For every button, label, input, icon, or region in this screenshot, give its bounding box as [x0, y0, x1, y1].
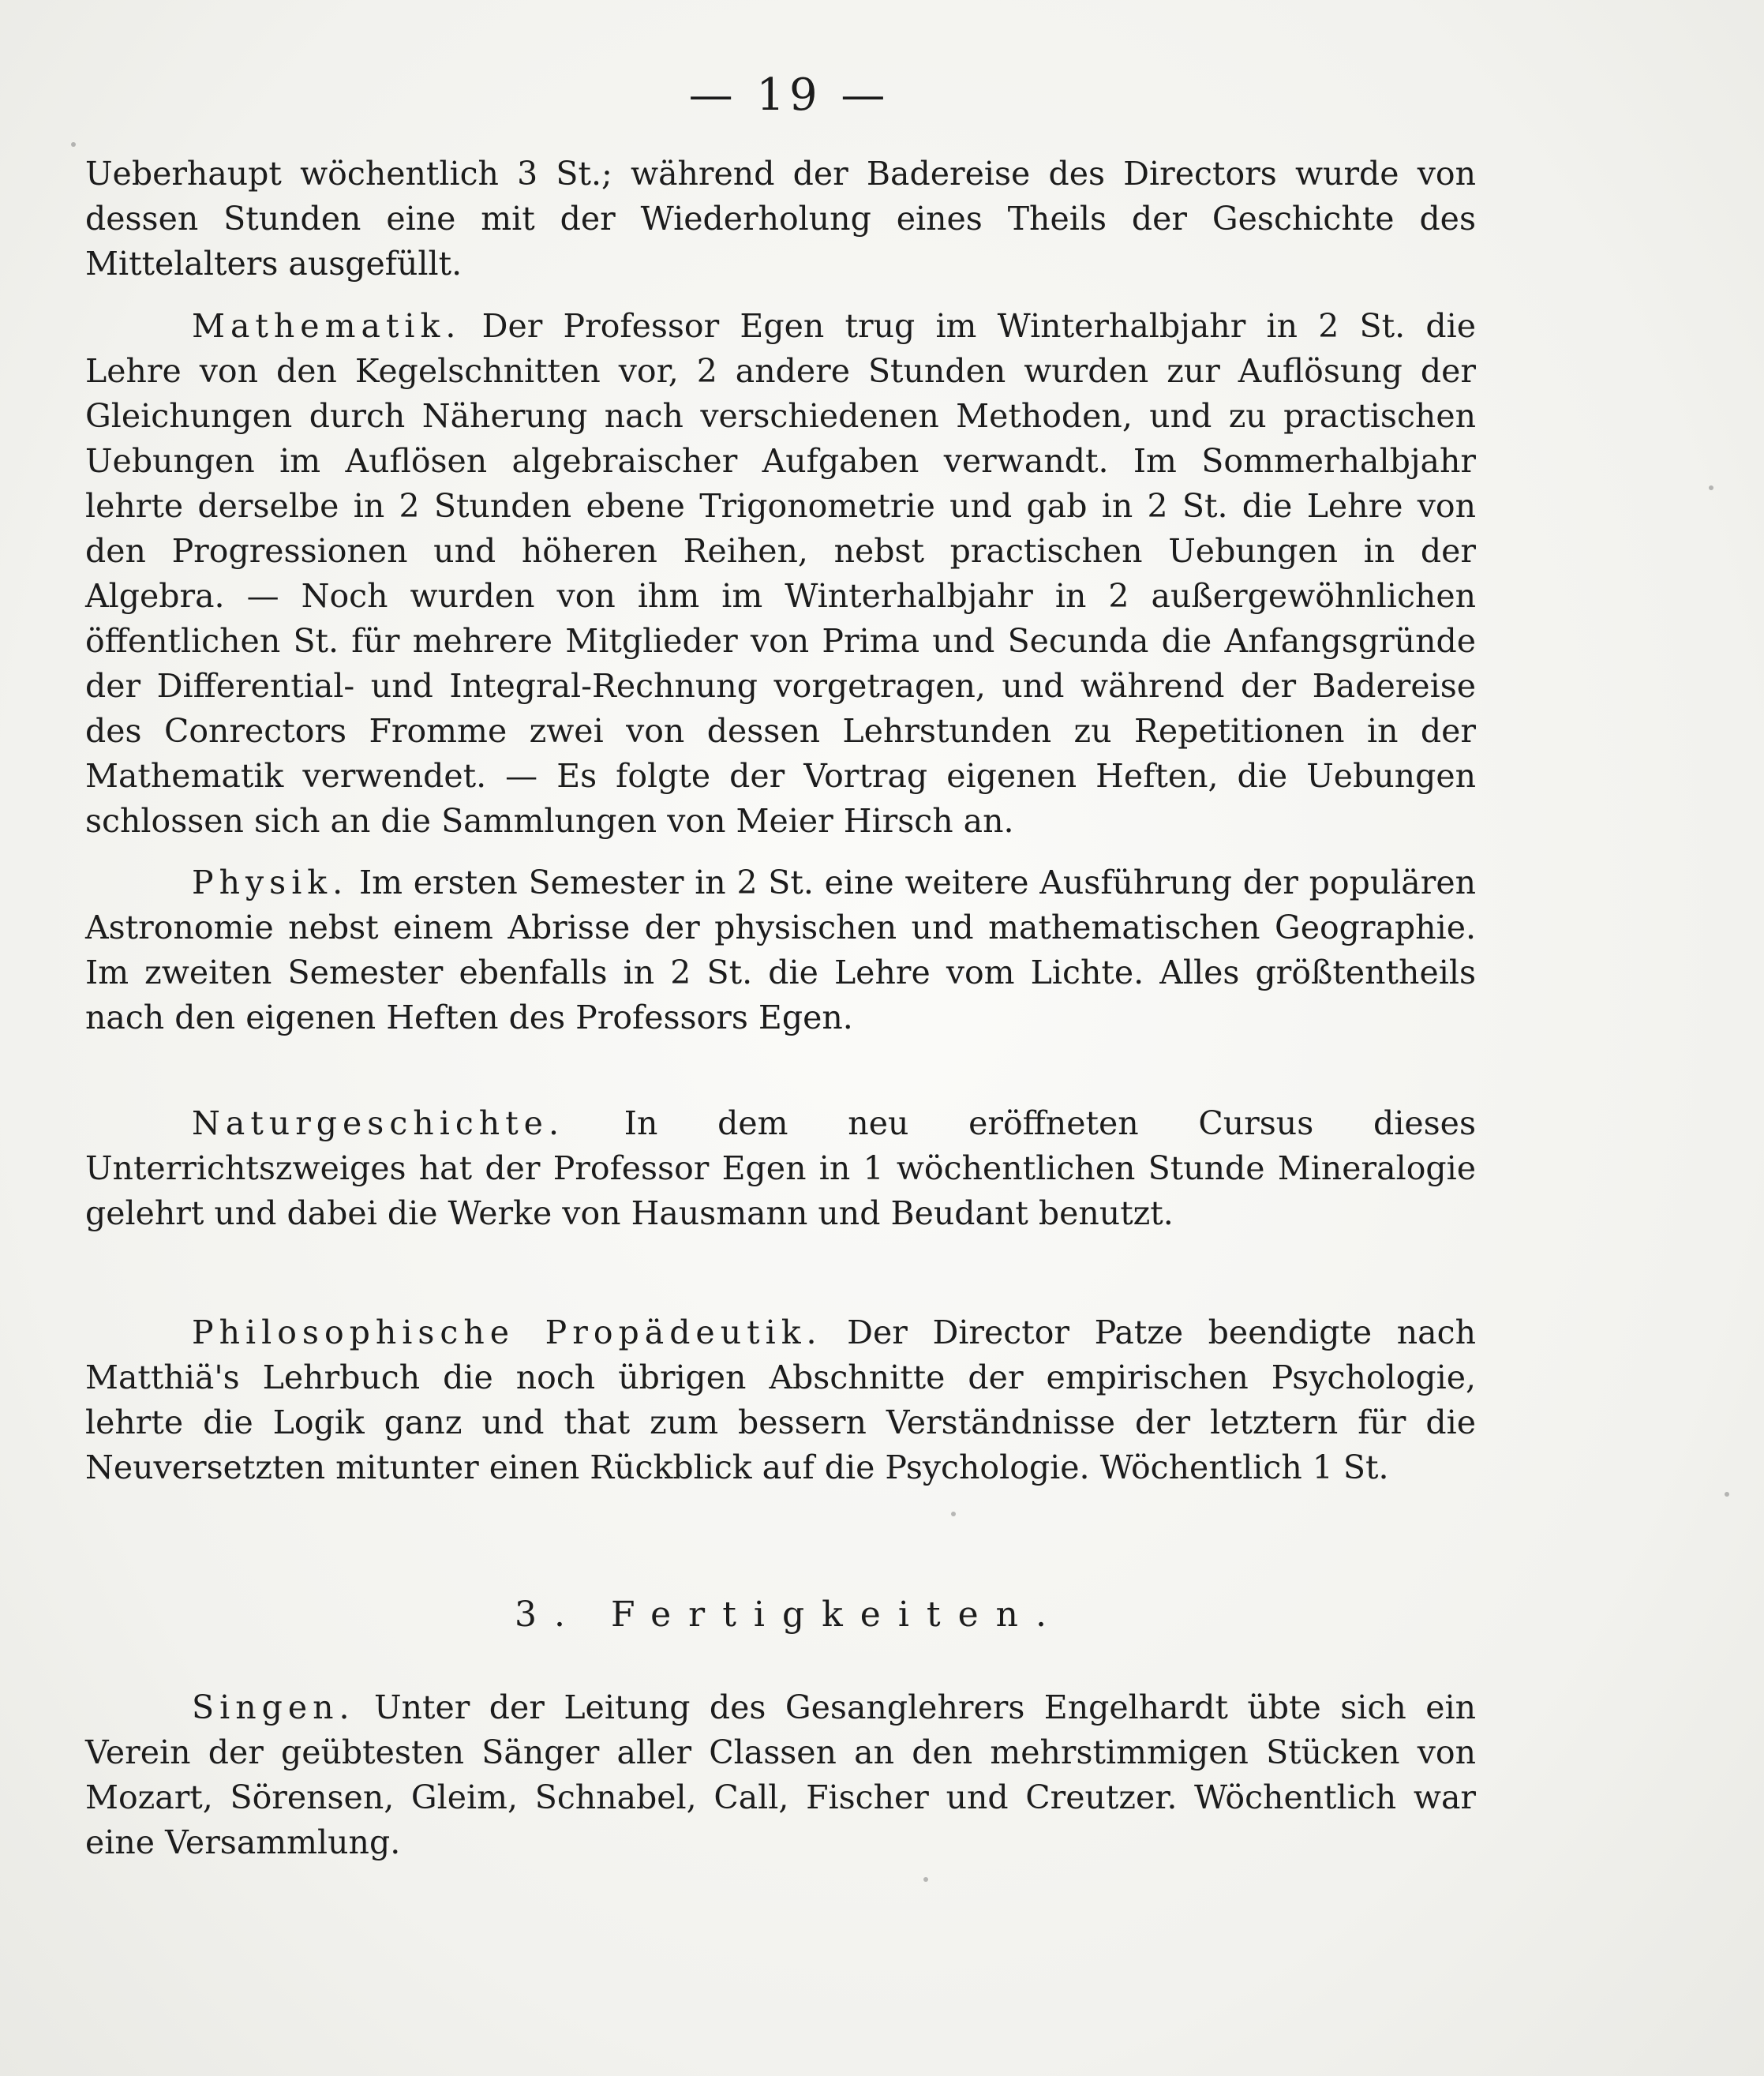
paragraph-naturgeschichte: [85, 1101, 1476, 1236]
paragraph-mathematik: [85, 304, 1476, 844]
paragraph-body: Der Director Patze beendigte nach Matthiä's Lehrbuch die noch übrigen Abschnitte der empirischen Psychologie, lehrte die Logik ganz und that zum bessern Verständnisse der letztern für die Neuversetzten mitunter einen Rückblick auf die Psychologie. Wöchentlich 1 St.: [85, 1313, 1476, 1486]
page-number: — 19 —: [688, 69, 890, 121]
paragraph-body: In dem neu eröffneten Cursus dieses Unterrichtszweiges hat der Professor Egen in 1 wöchentlichen Stunde Mineralogie gelehrt und dabei die Werke von Hausmann und Beudant benutzt.: [85, 1104, 1476, 1232]
paragraph-lead-singen: Singen.: [192, 1688, 355, 1726]
paragraph-body: Ueberhaupt wöchentlich 3 St.; während der Badereise des Directors wurde von dessen Stunden eine mit der Wiederholung eines Theils der Geschichte des Mittelalters ausgefüllt.: [85, 155, 1476, 283]
paragraph-lead-philosophie: Philosophische Propädeutik.: [192, 1313, 822, 1351]
paper-speck: [1725, 1492, 1729, 1497]
paragraph-philosophische-propaedeutik: [85, 1310, 1476, 1490]
paragraph-singen: [85, 1685, 1476, 1865]
paper-speck: [923, 1877, 928, 1882]
paper-speck: [1709, 485, 1713, 490]
paragraph-lead-physik: Physik.: [192, 864, 349, 901]
paper-speck: [951, 1512, 956, 1516]
paragraph-body: Unter der Leitung des Gesanglehrers Engelhardt übte sich ein Verein der geübtesten Sänger aller Classen an den mehrstimmigen Stücken von Mozart, Sörensen, Gleim, Schnabel, Call, Fischer und Creutzer. Wöchentlich war eine Versammlung.: [85, 1688, 1476, 1861]
paragraph-lead-mathematik: Mathematik.: [192, 307, 462, 345]
paragraph-history-continuation: [85, 152, 1476, 287]
paragraph-body: Im ersten Semester in 2 St. eine weitere Ausführung der populären Astronomie nebst einem Abrisse der physischen und mathematischen Geographie. Im zweiten Semester ebenfalls in 2 St. die Lehre vom Lichte. Alles größtentheils nach den eigenen Heften des Professors Egen.: [85, 864, 1476, 1036]
paragraph-physik: [85, 860, 1476, 1040]
paragraph-body: Der Professor Egen trug im Winterhalbjahr in 2 St. die Lehre von den Kegelschnitten vor, 2 andere Stunden wurden zur Auflösung der Gleichungen durch Näherung nach verschiedenen Methoden, und zu practischen Uebungen im Auflösen algebraischer Aufgaben verwandt. Im Sommerhalbjahr lehrte derselbe in 2 Stunden ebene Trigonometrie und gab in 2 St. die Lehre von den Progressionen und höheren Reihen, nebst practischen Uebungen in der Algebra. — Noch wurden von ihm im Winterhalbjahr in 2 außergewöhnlichen öffentlichen St. für mehrere Mitglieder von Prima und Secunda die Anfangsgründe der Differential- und Integral-Rechnung vorgetragen, und während der Badereise des Conrectors Fromme zwei von dessen Lehrstunden zu Repetitionen in der Mathematik verwendet. — Es folgte der Vortrag eigenen Heften, die Uebungen schlossen sich an die Sammlungen von Meier Hirsch an.: [85, 307, 1476, 840]
section-heading-fertigkeiten: 3. Fertigkeiten.: [515, 1594, 1064, 1635]
paper-speck: [71, 142, 76, 147]
paragraph-lead-naturgeschichte: Naturgeschichte.: [192, 1104, 564, 1142]
